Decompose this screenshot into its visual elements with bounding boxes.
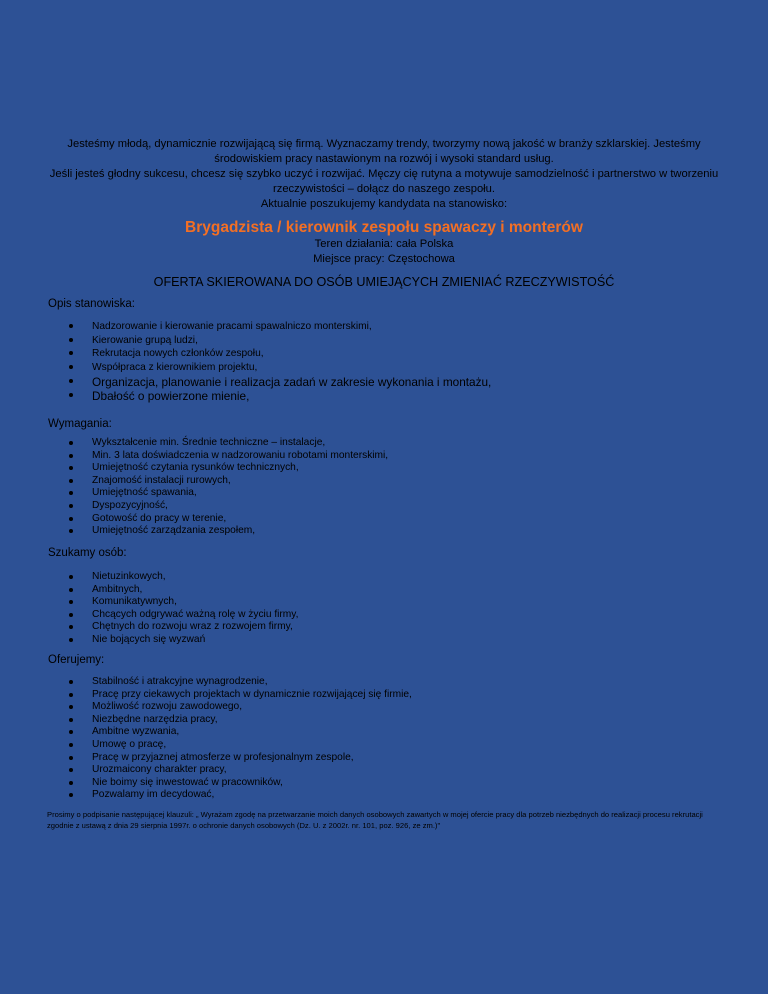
bullet-icon — [69, 351, 73, 355]
offer-heading: OFERTA SKIEROWANA DO OSÓB UMIEJĄCYCH ZMIENIAĆ RZECZYWISTOŚĆ — [153, 275, 615, 289]
list-item — [69, 777, 412, 790]
list-item — [69, 475, 388, 488]
bullet-icon — [69, 743, 73, 747]
bullet-icon — [69, 479, 73, 483]
bullet-icon — [69, 730, 73, 734]
list-item-text: Dyspozycyjność, — [92, 499, 168, 511]
list-item — [69, 513, 388, 526]
list-item — [69, 584, 298, 597]
bullet-icon — [69, 625, 73, 629]
list-item-text: Możliwość rozwoju zawodowego, — [92, 701, 243, 713]
bullet-icon — [69, 454, 73, 458]
list-item-text: Nadzorowanie i kierowanie pracami spawalniczo monterskimi, — [92, 321, 372, 332]
list-item — [69, 714, 412, 727]
list-item-text: Pracę w przyjaznej atmosferze w profesjonalnym zespole, — [92, 751, 354, 763]
bullet-icon — [69, 517, 73, 521]
section-heading-wymagania: Wymagania: — [48, 418, 112, 430]
intro-line-company: Jesteśmy młodą, dynamicznie rozwijającą się firmą. Wyznaczamy trendy, tworzymy nową jakość w branży szklarskiej. Jesteśmy środowiskiem pracy nastawionym na rozwój i wysoki standard usług. — [67, 138, 701, 165]
list-item-text: Stabilność i atrakcyjne wynagrodzenie, — [92, 676, 268, 687]
bullet-icon — [69, 793, 73, 797]
list-item — [69, 462, 388, 475]
gdpr-clause: Prosimy o podpisanie następującej klauzuli: „ Wyrażam zgodę na przetwarzanie moich danych osobowych zawartych w mojej ofercie pracy dla potrzeb niezbędnych do realizacji procesu rekrutacji zgodnie z ustawą z dnia 29 sierpnia 1997r. o ochronie danych osobowych (Dz. U. z 2002r. nr. 101, poz. 926, ze zm.)" — [47, 810, 703, 830]
list-item-text: Niezbędne narzędzia pracy, — [92, 713, 218, 725]
bullet-icon — [69, 768, 73, 772]
szukamy-list — [69, 571, 298, 647]
workplace: Miejsce pracy: Częstochowa — [313, 253, 455, 265]
list-item — [69, 764, 412, 777]
bullet-icon — [69, 705, 73, 709]
list-item — [69, 375, 491, 390]
bullet-icon — [69, 575, 73, 579]
list-item — [69, 609, 298, 622]
bullet-icon — [69, 638, 73, 642]
list-item-text: Komunikatywnych, — [92, 596, 177, 608]
list-item — [69, 437, 388, 450]
list-item — [69, 634, 298, 647]
list-item-text: Nie bojących się wyzwań — [92, 633, 206, 645]
list-item-text: Umiejętność czytania rysunków technicznych, — [92, 462, 299, 474]
list-item — [69, 621, 298, 634]
list-item — [69, 689, 412, 702]
bullet-icon — [69, 693, 73, 697]
bullet-icon — [69, 441, 73, 445]
list-item-text: Umowę o pracę, — [92, 738, 167, 750]
bullet-icon — [69, 491, 73, 495]
list-item — [69, 752, 412, 765]
list-item-text: Znajomość instalacji rurowych, — [92, 474, 231, 486]
list-item-text: Umiejętność zarządzania zespołem, — [92, 525, 256, 537]
list-item-text: Dbałość o powierzone mienie, — [92, 389, 250, 404]
bullet-icon — [69, 393, 73, 397]
section-heading-szukamy: Szukamy osób: — [48, 547, 127, 559]
section-heading-opis: Opis stanowiska: — [48, 298, 135, 310]
job-title: Brygadzista / kierownik zespołu spawaczy i monterów — [185, 219, 583, 236]
list-item — [69, 450, 388, 463]
bullet-icon — [69, 588, 73, 592]
list-item — [69, 596, 298, 609]
list-item-text: Kierowanie grupą ludzi, — [92, 334, 198, 346]
list-item-text: Min. 3 lata doświadczenia w nadzorowaniu robotami monterskimi, — [92, 449, 389, 461]
list-item — [69, 701, 412, 714]
bullet-icon — [69, 338, 73, 342]
list-item-text: Pozwalamy im decydować, — [92, 789, 215, 801]
bullet-icon — [69, 379, 73, 383]
work-area: Teren działania: cała Polska — [314, 238, 454, 250]
list-item — [69, 389, 491, 404]
bullet-icon — [69, 613, 73, 617]
list-item — [69, 487, 388, 500]
list-item — [69, 789, 412, 802]
list-item-text: Chcących odgrywać ważną rolę w życiu firmy, — [92, 608, 299, 620]
list-item-text: Organizacja, planowanie i realizacja zadań w zakresie wykonania i montażu, — [92, 374, 492, 389]
intro-line-invitation: Jeśli jesteś głodny sukcesu, chcesz się szybko uczyć i rozwijać. Męczy cię rutyna a motywuje samodzielność i partnerstwo w tworzeniu rzeczywistości – dołącz do naszego zespołu. — [49, 168, 719, 195]
list-item — [69, 571, 298, 584]
bullet-icon — [69, 466, 73, 470]
list-item-text: Nietuzinkowych, — [92, 571, 166, 582]
opis-list — [69, 320, 491, 404]
bullet-icon — [69, 504, 73, 508]
list-item — [69, 739, 412, 752]
list-item — [69, 347, 491, 361]
bullet-icon — [69, 324, 73, 328]
bullet-icon — [69, 781, 73, 785]
list-item-text: Ambitnych, — [92, 583, 143, 595]
location-info — [40, 237, 728, 267]
bullet-icon — [69, 365, 73, 369]
list-item — [69, 361, 491, 375]
list-item — [69, 334, 491, 348]
list-item — [69, 676, 412, 689]
list-item-text: Urozmaicony charakter pracy, — [92, 764, 227, 776]
bullet-icon — [69, 756, 73, 760]
bullet-icon — [69, 718, 73, 722]
wymagania-list — [69, 437, 388, 538]
list-item — [69, 525, 388, 538]
list-item-text: Wykształcenie min. Średnie techniczne – instalacje, — [92, 437, 326, 448]
bullet-icon — [69, 680, 73, 684]
intro-line-position: Aktualnie poszukujemy kandydata na stanowisko: — [260, 198, 508, 210]
oferujemy-list — [69, 676, 412, 802]
list-item-text: Ambitne wyzwania, — [92, 726, 180, 738]
list-item-text: Umiejętność spawania, — [92, 487, 197, 499]
list-item-text: Współpraca z kierownikiem projektu, — [92, 362, 258, 374]
list-item-text: Nie boimy się inwestować w pracowników, — [92, 776, 283, 788]
intro-text — [40, 137, 728, 212]
list-item-text: Pracę przy ciekawych projektach w dynamicznie rozwijającej się firmie, — [92, 688, 412, 700]
bullet-icon — [69, 529, 73, 533]
section-heading-oferujemy: Oferujemy: — [48, 654, 105, 666]
list-item — [69, 726, 412, 739]
bullet-icon — [69, 600, 73, 604]
list-item — [69, 500, 388, 513]
list-item-text: Rekrutacja nowych członków zespołu, — [92, 348, 264, 360]
list-item-text: Chętnych do rozwoju wraz z rozwojem firmy, — [92, 621, 293, 633]
list-item — [69, 320, 491, 334]
list-item-text: Gotowość do pracy w terenie, — [92, 512, 227, 524]
